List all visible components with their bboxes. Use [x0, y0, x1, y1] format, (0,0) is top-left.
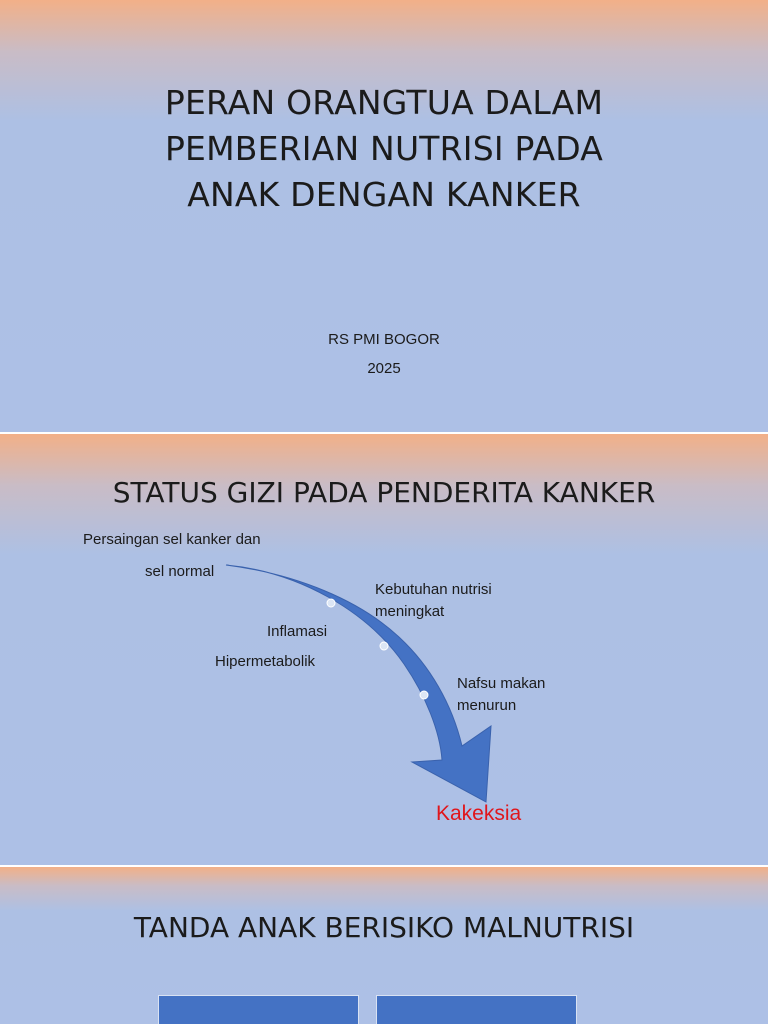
- left-label-inflamasi: Inflamasi: [267, 623, 328, 640]
- right-label-kebutuhan-line-2: meningkat: [375, 603, 445, 620]
- arrow-point-marker: [420, 691, 428, 699]
- slide-title: TANDA ANAK BERISIKO MALNUTRISI: [133, 911, 635, 944]
- title-line-3: ANAK DENGAN KANKER: [187, 175, 581, 214]
- start-label-line-2: sel normal: [145, 563, 215, 580]
- arrow-point-marker: [380, 642, 388, 650]
- right-label-kebutuhan-line-1: Kebutuhan nutrisi: [375, 581, 492, 598]
- right-label-nafsu-line-2: menurun: [457, 697, 517, 714]
- content-box-1: [158, 995, 359, 1024]
- subtitle-organization: RS PMI BOGOR: [328, 331, 440, 348]
- left-label-hipermetabolik: Hipermetabolik: [215, 653, 316, 670]
- content-box-2: [376, 995, 577, 1024]
- subtitle-year: 2025: [367, 360, 401, 377]
- process-arrow-diagram: [0, 434, 768, 865]
- result-label-kakeksia: Kakeksia: [436, 802, 522, 825]
- slide-title: STATUS GIZI PADA PENDERITA KANKER: [112, 476, 656, 509]
- arrow-point-marker: [327, 599, 335, 607]
- title-line-2: PEMBERIAN NUTRISI PADA: [164, 129, 604, 168]
- title-slide: [0, 0, 768, 432]
- presentation-title: [0, 80, 768, 218]
- start-label-line-1: Persaingan sel kanker dan: [83, 531, 261, 548]
- title-line-1: PERAN ORANGTUA DALAM: [164, 83, 604, 122]
- malnutrition-signs-slide: [0, 867, 768, 1024]
- right-label-nafsu-line-1: Nafsu makan: [457, 675, 546, 692]
- nutrition-status-slide: [0, 434, 768, 865]
